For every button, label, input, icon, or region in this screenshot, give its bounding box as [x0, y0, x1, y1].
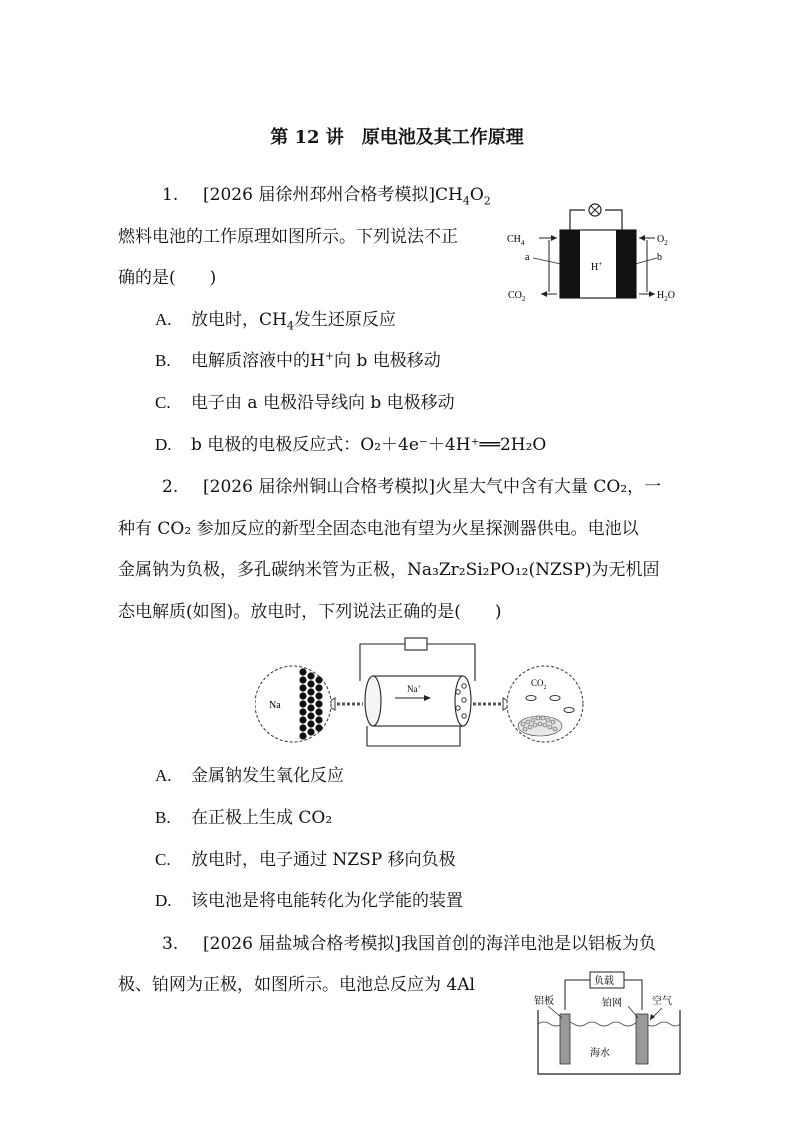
option-label: D.: [155, 891, 172, 910]
fig1-a-label: a: [525, 252, 530, 263]
ocean-battery-diagram: [530, 970, 695, 1078]
q2-line-1-tail: 火星大气中含有大量 CO₂，一: [434, 477, 662, 497]
option-label: A.: [155, 766, 172, 785]
fig1-b-label: b: [657, 252, 662, 263]
fig1-co2-label: $CO_2$: [508, 290, 526, 303]
option-text: 金属钠发生氧化反应: [191, 766, 344, 786]
q2-option-a[interactable]: [155, 764, 344, 788]
option-label: B.: [155, 351, 171, 370]
q3-source: [2026 届盐城合格考模拟]: [203, 934, 401, 954]
q3-number: 3.: [162, 934, 179, 954]
q2-number: 2.: [162, 477, 179, 497]
fig2-na-label: Na: [269, 700, 281, 711]
fig3-pt-label: 铂网: [602, 998, 622, 1009]
option-label: C.: [155, 393, 171, 412]
q2-source: [2026 届徐州铜山合格考模拟]: [203, 477, 435, 497]
option-text: 放电时，电子通过 NZSP 移向负极: [191, 850, 456, 870]
option-label: A.: [155, 310, 172, 329]
option-text: 放电时，CH: [191, 310, 287, 330]
fig3-al-label: 铝板: [534, 996, 554, 1007]
option-label: D.: [155, 435, 172, 454]
q2-line-4: 态电解质(如图)。放电时，下列说法正确的是( ): [118, 602, 502, 622]
q1-formula-o: O: [469, 185, 484, 205]
q2-option-d[interactable]: [155, 889, 463, 913]
option-text: 该电池是将电能转化为化学能的装置: [191, 891, 463, 911]
q2-line-1: [162, 475, 661, 499]
fig3-load-label: 负载: [594, 976, 614, 987]
page-title: 第 12 讲 原电池及其工作原理: [270, 127, 524, 148]
resistor-icon: [405, 638, 427, 650]
q1-line-3: 确的是( ): [118, 268, 217, 288]
option-text: b 电极的电极反应式：O₂＋4e⁻＋4H⁺══2H₂O: [191, 435, 547, 455]
fig1-ch4-label: $CH_4$: [507, 234, 525, 247]
option-text: 电解质溶液中的H: [191, 351, 325, 371]
option-label: B.: [155, 808, 171, 827]
fig1-o2-label: $O_2$: [657, 234, 668, 247]
q1-option-d[interactable]: [155, 433, 546, 457]
fig2-co2-label: $CO_2$: [531, 678, 547, 691]
q1-source: [2026 届徐州邳州合格考模拟]: [203, 185, 435, 205]
q1-option-b[interactable]: [155, 349, 441, 373]
fig3-sea-label: 海水: [590, 1048, 610, 1059]
q3-line-2: 极、铂网为正极，如图所示。电池总反应为 4Al: [118, 975, 475, 995]
q2-line-3: 金属钠为负极，多孔碳纳米管为正极，Na₃Zr₂Si₂PO₁₂(NZSP)为无机固: [118, 560, 660, 580]
electrode-b: [616, 230, 636, 298]
carbon-nanotube: [518, 716, 562, 736]
q1-sub-2: 2: [483, 194, 491, 208]
option-text: 在正极上生成 CO₂: [191, 808, 333, 828]
fig1-h2o-label: $H_2O$: [657, 290, 675, 303]
solid-battery-diagram: [255, 636, 585, 751]
option-label: C.: [155, 850, 171, 869]
q3-line-1-tail: 我国首创的海洋电池是以铝板为负: [400, 934, 656, 954]
q1-formula-ch4: CH: [434, 185, 463, 205]
option-text: 电子由 a 电极沿导线向 b 电极移动: [191, 393, 455, 413]
q1-line-2: 燃料电池的工作原理如图所示。下列说法不正: [118, 227, 458, 247]
q1-sub-4: 4: [462, 194, 470, 208]
platinum-mesh: [636, 1014, 648, 1064]
q1-line-1: [162, 183, 491, 207]
q3-line-1: [162, 932, 656, 956]
q1-option-c[interactable]: [155, 391, 455, 415]
option-sub: 4: [286, 319, 294, 333]
q2-option-c[interactable]: [155, 848, 456, 872]
option-sup: +: [324, 349, 335, 363]
option-tail: 向 b 电极移动: [334, 351, 441, 371]
fuel-cell-diagram: [505, 198, 690, 308]
fig2-na-ion-label: Na+: [407, 684, 421, 694]
aluminum-plate: [560, 1014, 570, 1064]
electrode-a: [560, 230, 580, 298]
fig3-air-label: 空气: [652, 996, 672, 1007]
q1-number: 1.: [162, 185, 179, 205]
q2-line-2: 种有 CO₂ 参加反应的新型全固态电池有望为火星探测器供电。电池以: [118, 519, 639, 539]
q2-option-b[interactable]: [155, 806, 332, 830]
option-tail: 发生还原反应: [293, 310, 396, 330]
q1-option-a[interactable]: [155, 308, 396, 332]
fig1-h-label: H+: [591, 260, 603, 273]
